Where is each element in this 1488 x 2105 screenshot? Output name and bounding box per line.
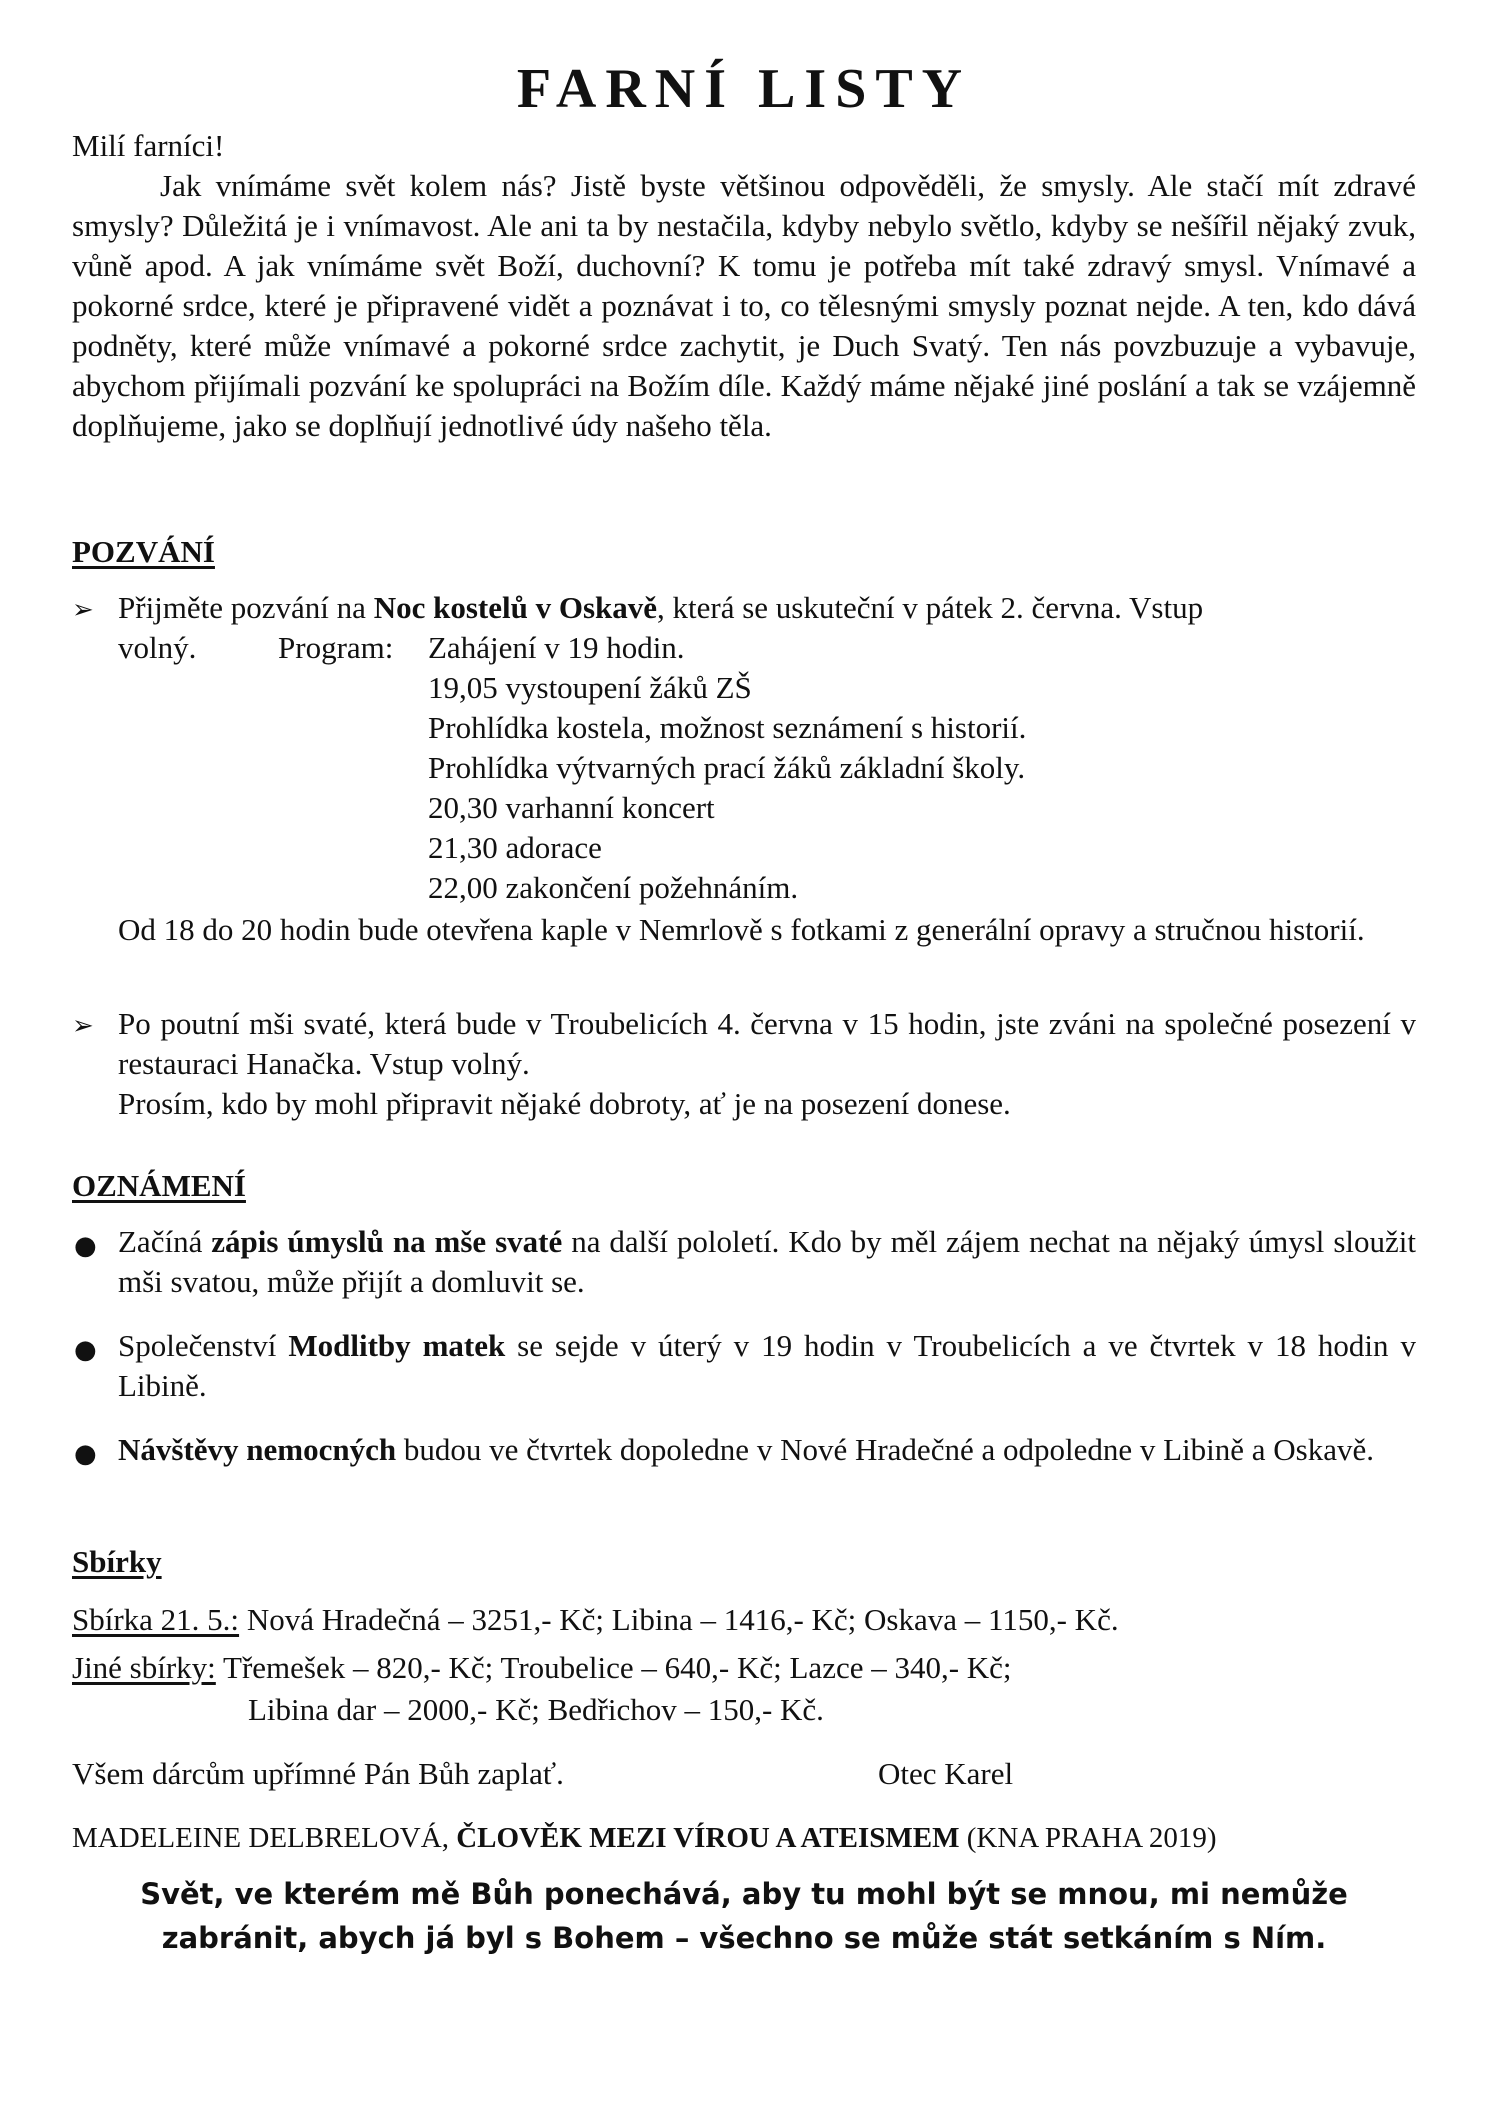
program-item: 22,00 zakončení požehnáním. bbox=[428, 870, 799, 905]
announcement-text-post: budou ve čtvrtek dopoledne v Nové Hradečné a odpoledne v Libině a Oskavě. bbox=[396, 1432, 1375, 1467]
invitation-line2: volný. bbox=[118, 630, 197, 665]
section-heading-oznameni: OZNÁMENÍ bbox=[72, 1168, 246, 1203]
arrow-bullet-icon: ➢ bbox=[72, 1011, 94, 1041]
announcement-bold: Modlitby matek bbox=[288, 1328, 506, 1363]
announcement-bold: Návštěvy nemocných bbox=[118, 1432, 397, 1467]
bullet-icon: ● bbox=[74, 1231, 97, 1261]
greeting: Milí farníci! bbox=[72, 128, 225, 163]
other-collections-line bbox=[72, 1648, 1012, 1688]
collection-amounts: Nová Hradečná – 3251,- Kč; Libina – 1416,- Kč; Oskava – 1150,- Kč. bbox=[239, 1602, 1119, 1637]
signature: Otec Karel bbox=[878, 1756, 1014, 1791]
program-item: Prohlídka kostela, možnost seznámení s historií. bbox=[428, 710, 1027, 745]
collection-label: Sbírka 21. 5.: bbox=[72, 1602, 240, 1637]
quote-citation bbox=[72, 1818, 1217, 1858]
announcement-item bbox=[118, 1222, 1416, 1302]
other-collections-amounts: Třemešek – 820,- Kč; Troubelice – 640,- Kč; Lazce – 340,- Kč; bbox=[215, 1650, 1012, 1685]
bullet-icon: ● bbox=[74, 1439, 97, 1469]
program-label: Program: bbox=[278, 630, 394, 665]
citation-book-title: ČLOVĚK MEZI VÍROU A ATEISMEM bbox=[456, 1822, 960, 1854]
thanks-line: Všem dárcům upřímné Pán Bůh zaplať. bbox=[72, 1756, 564, 1791]
other-collections-amounts-2: Libina dar – 2000,- Kč; Bedřichov – 150,- Kč. bbox=[248, 1692, 824, 1727]
announcement-text-pre: Společenství bbox=[118, 1328, 289, 1363]
newsletter-title: FARNÍ LISTY bbox=[516, 58, 972, 120]
announcement-bold: zápis úmyslů na mše svaté bbox=[211, 1224, 563, 1259]
chapel-note: Od 18 do 20 hodin bude otevřena kaple v Nemrlově s fotkami z generální opravy a stručnou historií. bbox=[118, 912, 1365, 947]
intro-paragraph: Jak vnímáme svět kolem nás? Jistě byste většinou odpověděli, že smysly. Ale stačí mít zdravé smysly? Důležitá je i vnímavost. Ale ani ta by nestačila, kdyby nebylo světlo, kdyby se nešířil nějaký zvuk, vůně apod. A jak vnímáme svět Boží, duchovní? K tomu je potřeba mít také zdravý smysl. Vnímavé a pokorné srdce, které je připravené vidět a poznávat i to, co tělesnými smysly poznat nejde. A ten, kdo dává podněty, které může vnímavé a pokorné srdce zachytit, je Duch Svatý. Ten nás povzbuzuje a vybavuje, abychom přijímali pozvání ke spolupráci na Božím díle. Každý máme nějaké jiné poslání a tak se vzájemně doplňujeme, jako se doplňují jednotlivé údy našeho těla. bbox=[72, 168, 1416, 443]
program-item: 20,30 varhanní koncert bbox=[428, 790, 715, 825]
section-heading-pozvani: POZVÁNÍ bbox=[72, 534, 215, 569]
invitation-text-post: , která se uskuteční v pátek 2. června. Vstup bbox=[657, 590, 1204, 625]
program-item: 19,05 vystoupení žáků ZŠ bbox=[428, 670, 752, 705]
bullet-icon: ● bbox=[74, 1335, 97, 1365]
program-item: Zahájení v 19 hodin. bbox=[428, 630, 685, 665]
announcement-item bbox=[118, 1430, 1416, 1470]
invitation-night-of-churches bbox=[118, 588, 1416, 628]
program-item: 21,30 adorace bbox=[428, 830, 602, 865]
citation-author: MADELEINE DELBRELOVÁ, bbox=[72, 1822, 457, 1854]
arrow-bullet-icon: ➢ bbox=[72, 595, 94, 625]
other-collections-label: Jiné sbírky: bbox=[72, 1650, 216, 1685]
citation-publisher: (KNA PRAHA 2019) bbox=[959, 1822, 1217, 1854]
announcement-text-post: se sejde v úterý v 19 hodin v Troubelicích a ve čtvrtek v 18 hodin v Libině. bbox=[118, 1328, 1416, 1403]
announcement-item bbox=[118, 1326, 1416, 1406]
invitation-text-pre: Přijměte pozvání na bbox=[118, 590, 374, 625]
announcement-text-post: na další pololetí. Kdo by měl zájem nechat na nějaký úmysl sloužit mši svatou, může přijít a domluvit se. bbox=[118, 1224, 1416, 1299]
program-item: Prohlídka výtvarných prací žáků základní školy. bbox=[428, 750, 1026, 785]
collection-line bbox=[72, 1600, 1119, 1640]
section-heading-sbirky: Sbírky bbox=[72, 1544, 162, 1579]
closing-quote: Svět, ve kterém mě Bůh ponechává, aby tu mohl být se mnou, mi nemůže zabránit, abych já byl s Bohem – všechno se může stát setkáním s Ním. bbox=[140, 1877, 1348, 1955]
invitation-request: Prosím, kdo by mohl připravit nějaké dobroty, ať je na posezení donese. bbox=[118, 1086, 1011, 1121]
invitation-pilgrimage-mass: Po poutní mši svaté, která bude v Troubelicích 4. června v 15 hodin, jste zváni na společné posezení v restauraci Hanačka. Vstup volný. bbox=[118, 1006, 1416, 1081]
announcement-text-pre: Začíná bbox=[118, 1224, 212, 1259]
invitation-event-name: Noc kostelů v Oskavě bbox=[373, 590, 658, 625]
